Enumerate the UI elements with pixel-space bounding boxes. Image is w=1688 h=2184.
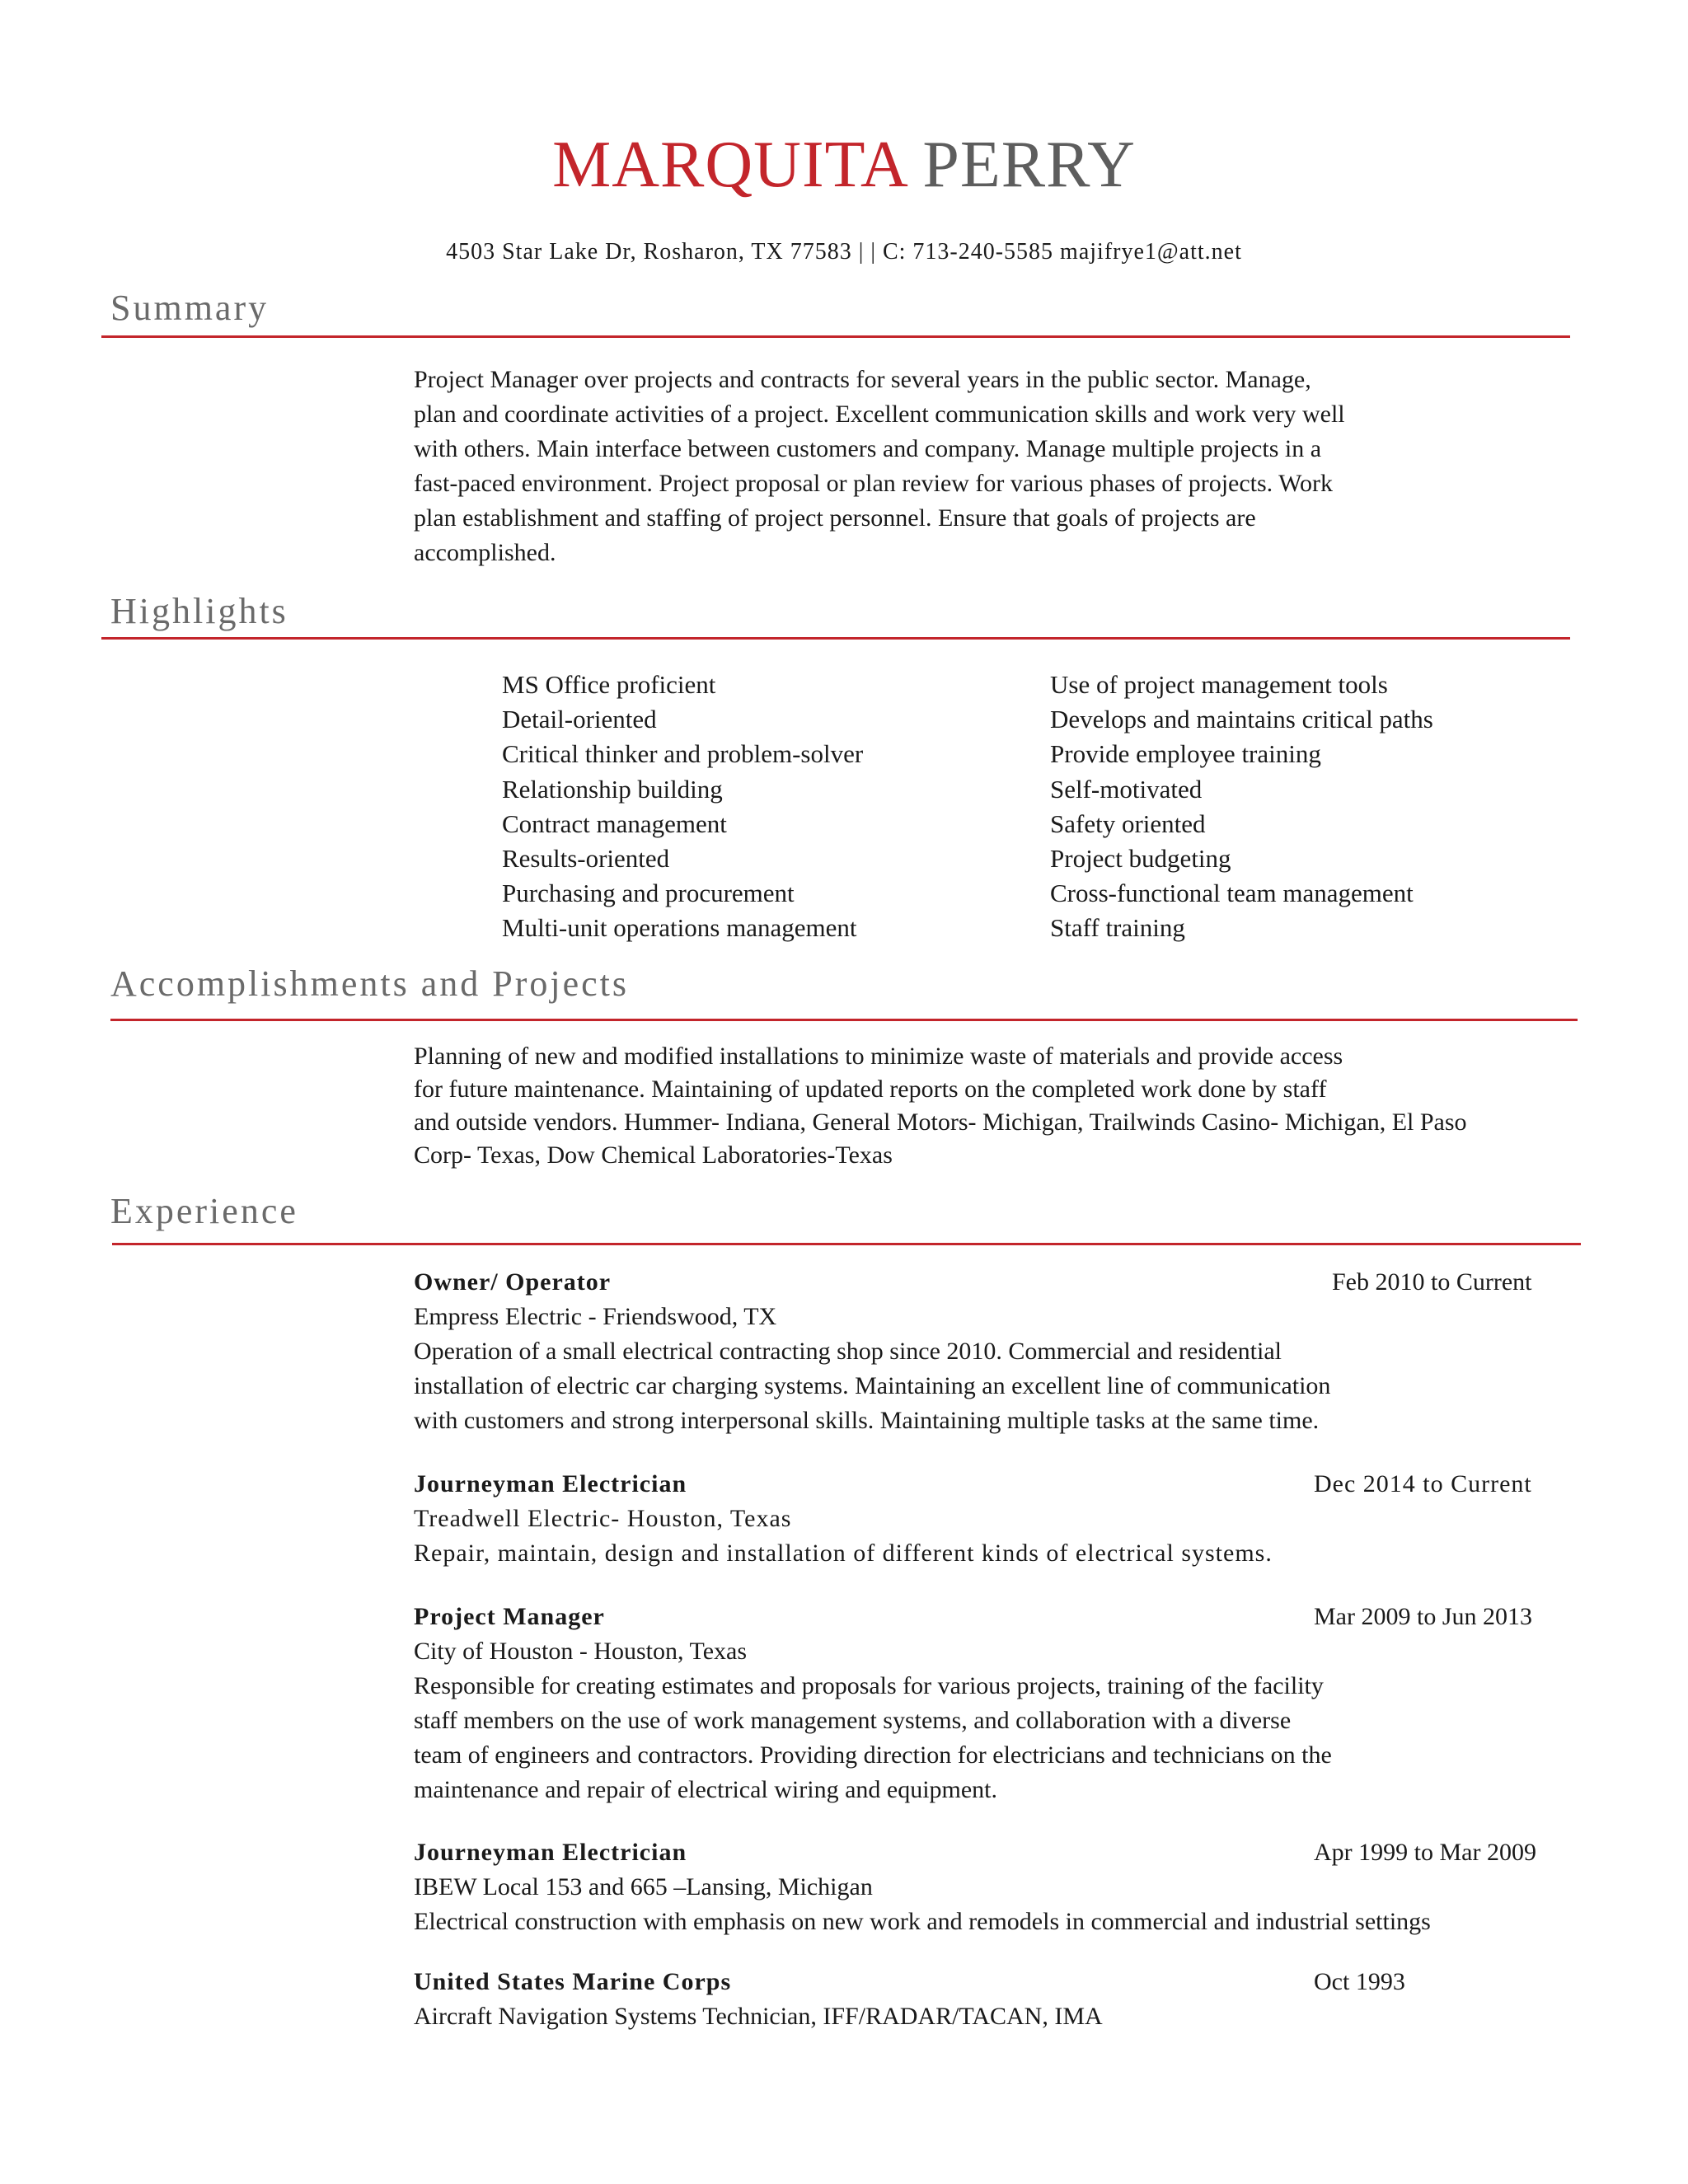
job-company: Aircraft Navigation Systems Technician, IFF/RADAR/TACAN, IMA bbox=[414, 2003, 1103, 2030]
accomplishments-line: and outside vendors. Hummer- Indiana, General Motors- Michigan, Trailwinds Casino- Michigan, El Paso bbox=[414, 1108, 1467, 1136]
first-name: MARQUITA bbox=[552, 129, 906, 201]
job-date: Feb 2010 to Current bbox=[1332, 1268, 1532, 1296]
highlight-item: Cross-functional team management bbox=[1050, 879, 1414, 908]
summary-line: plan establishment and staffing of project personnel. Ensure that goals of projects are bbox=[414, 504, 1256, 532]
job-title: Journeyman Electrician bbox=[414, 1470, 687, 1497]
highlight-item: Self-motivated bbox=[1050, 774, 1203, 804]
job-title: United States Marine Corps bbox=[414, 1968, 732, 1995]
section-title-accomplishments: Accomplishments and Projects bbox=[110, 963, 630, 1004]
summary-text bbox=[414, 363, 1617, 570]
job-description-line: Electrical construction with emphasis on new work and remodels in commercial and industrial settings bbox=[414, 1908, 1431, 1935]
accomplishments-line: Planning of new and modified installations to minimize waste of materials and provide access bbox=[414, 1043, 1343, 1070]
job-description-line: staff members on the use of work management systems, and collaboration with a diverse bbox=[414, 1707, 1292, 1734]
accomplishments-text bbox=[414, 1040, 1667, 1172]
job-entry bbox=[414, 1835, 1584, 1939]
highlight-item: Detail-oriented bbox=[502, 705, 657, 734]
accomplishments-divider bbox=[110, 1019, 1578, 1021]
job-description-line: Operation of a small electrical contracting shop since 2010. Commercial and residential bbox=[414, 1338, 1282, 1365]
last-name: PERRY bbox=[922, 129, 1136, 201]
summary-line: plan and coordinate activities of a project. Excellent communication skills and work very well bbox=[414, 401, 1345, 428]
summary-line: Project Manager over projects and contracts for several years in the public sector. Manage, bbox=[414, 366, 1311, 393]
experience-divider bbox=[112, 1243, 1581, 1245]
summary-line: fast-paced environment. Project proposal or plan review for various phases of projects. Work bbox=[414, 470, 1334, 497]
accomplishments-line: for future maintenance. Maintaining of updated reports on the completed work done by staff bbox=[414, 1076, 1327, 1103]
job-date: Apr 1999 to Mar 2009 bbox=[1314, 1839, 1536, 1866]
job-company: Empress Electric - Friendswood, TX bbox=[414, 1303, 777, 1330]
job-description-line: maintenance and repair of electrical wiring and equipment. bbox=[414, 1776, 998, 1803]
job-company: Treadwell Electric- Houston, Texas bbox=[414, 1505, 792, 1532]
job-title: Owner/ Operator bbox=[414, 1268, 612, 1296]
highlight-item: MS Office proficient bbox=[502, 670, 716, 699]
highlight-item: Project budgeting bbox=[1050, 844, 1231, 874]
highlight-item: Staff training bbox=[1050, 913, 1185, 943]
job-title: Project Manager bbox=[414, 1603, 605, 1630]
highlights-left-column bbox=[502, 668, 863, 946]
section-title-highlights: Highlights bbox=[110, 591, 288, 631]
highlight-item: Critical thinker and problem-solver bbox=[502, 739, 864, 769]
job-date: Oct 1993 bbox=[1314, 1968, 1405, 1995]
job-description-line: with customers and strong interpersonal skills. Maintaining multiple tasks at the same time. bbox=[414, 1407, 1320, 1434]
section-title-summary: Summary bbox=[110, 288, 270, 328]
section-title-experience: Experience bbox=[110, 1191, 298, 1231]
job-description-line: Responsible for creating estimates and proposals for various projects, training of the facility bbox=[414, 1672, 1324, 1699]
highlight-item: Use of project management tools bbox=[1050, 670, 1388, 699]
highlight-item: Results-oriented bbox=[502, 844, 670, 874]
highlight-item: Purchasing and procurement bbox=[502, 879, 795, 908]
job-title: Journeyman Electrician bbox=[414, 1839, 687, 1866]
job-description-line: installation of electric car charging systems. Maintaining an excellent line of communication bbox=[414, 1372, 1331, 1399]
summary-line: with others. Main interface between customers and company. Manage multiple projects in a bbox=[414, 435, 1322, 462]
job-entry bbox=[414, 1965, 1559, 2034]
highlight-item: Contract management bbox=[502, 808, 727, 838]
job-entry bbox=[414, 1467, 1559, 1571]
job-entry bbox=[414, 1600, 1559, 1807]
job-company: IBEW Local 153 and 665 –Lansing, Michigan bbox=[414, 1873, 873, 1900]
highlight-item: Provide employee training bbox=[1050, 739, 1321, 769]
job-description-line: team of engineers and contractors. Providing direction for electricians and technicians on the bbox=[414, 1741, 1332, 1769]
accomplishments-line: Corp- Texas, Dow Chemical Laboratories-Texas bbox=[414, 1141, 893, 1169]
summary-divider bbox=[101, 335, 1570, 338]
candidate-name bbox=[0, 129, 1688, 201]
job-description-line: Repair, maintain, design and installation of different kinds of electrical systems. bbox=[414, 1540, 1273, 1567]
job-date: Mar 2009 to Jun 2013 bbox=[1314, 1603, 1532, 1630]
highlights-right-column bbox=[1050, 668, 1433, 946]
highlight-item: Develops and maintains critical paths bbox=[1050, 705, 1433, 734]
job-entry bbox=[414, 1265, 1559, 1438]
job-company: City of Houston - Houston, Texas bbox=[414, 1638, 748, 1665]
summary-line: accomplished. bbox=[414, 539, 556, 566]
job-date: Dec 2014 to Current bbox=[1314, 1470, 1532, 1497]
highlight-item: Safety oriented bbox=[1050, 808, 1206, 838]
highlight-item: Relationship building bbox=[502, 774, 723, 804]
highlights-divider bbox=[101, 637, 1570, 640]
highlight-item: Multi-unit operations management bbox=[502, 913, 857, 943]
contact-line: 4503 Star Lake Dr, Rosharon, TX 77583 | | C: 713-240-5585 majifrye1@att.net bbox=[446, 239, 1242, 265]
